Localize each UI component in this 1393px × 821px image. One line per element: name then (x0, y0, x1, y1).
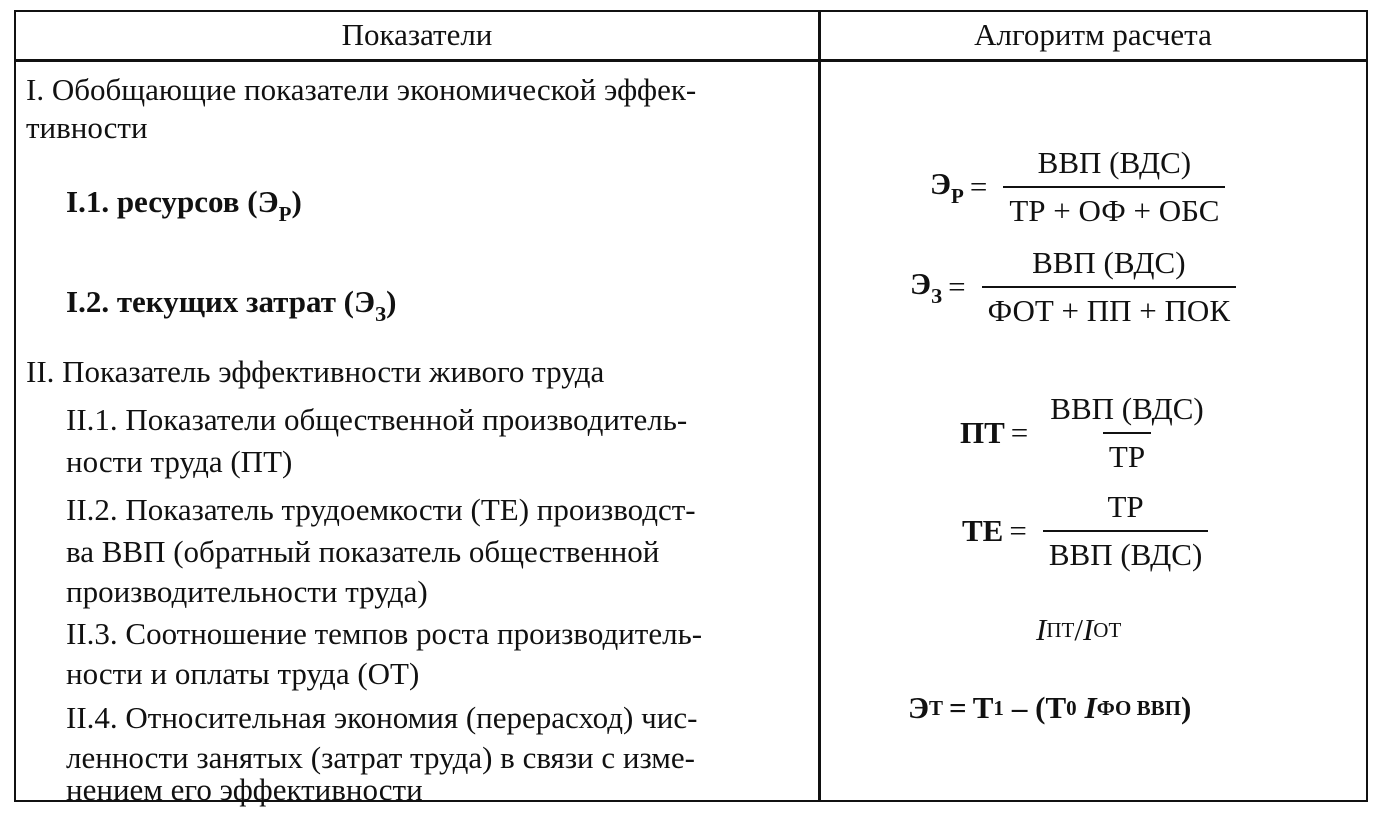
row2-4-line3: нением его эффективности (66, 772, 423, 807)
formula-cost-efficiency: $Э_З$ = $\frac{\text{ВВП (ВДС)}}{\text{ФОТ + ПП + ПОК}}$ (910, 246, 1236, 328)
row2-2-line2: ва ВВП (обратный показатель общественной (66, 534, 660, 569)
row2-4-line2: ленности занятых (затрат труда) в связи с изме- (66, 740, 696, 775)
header-divider (14, 59, 1368, 62)
formula-relative-savings: Э Т = Т 1 – (Т 0 I ФО ВВП ) (908, 690, 1192, 725)
formula-resource-efficiency: $Э_Р$ = $\frac{\text{ВВП (ВДС)}}{\text{ТР + ОФ + ОБС}}$ (930, 146, 1225, 228)
fraction: $\frac{\text{ВВП (ВДС)}}{ТР}$ (1050, 391, 1204, 474)
row2-1-line2: ности труда (ПТ) (66, 444, 293, 479)
row1-title-line2: тивности (26, 110, 148, 145)
column-divider (818, 10, 821, 802)
formula-labor-productivity: ПТ = $\frac{\text{ВВП (ВДС)}}{ТР}$ (960, 392, 1210, 474)
formula-labor-intensity: ТЕ = $\frac{ТР}{\text{ВВП (ВДС)}}$ (962, 490, 1208, 572)
row2-3-line2: ности и оплаты труда (ОТ) (66, 656, 420, 691)
fraction: $\frac{\text{ВВП (ВДС)}}{\text{ТР + ОФ + ОБС}}$ (1003, 146, 1225, 228)
column-header-algorithm: Алгоритм расчета (974, 17, 1212, 52)
row2-1-line1: II.1. Показатели общественной производитель- (66, 402, 688, 437)
column-header-indicators: Показатели (341, 17, 493, 52)
fraction: $\frac{ТР}{\text{ВВП (ВДС)}}$ (1043, 490, 1208, 572)
row1-2-label: I.2. текущих затрат $(Э_З)$ (66, 284, 397, 326)
row2-2-line1: II.2. Показатель трудоемкости (ТЕ) производст- (66, 492, 696, 527)
formula-growth-ratio: I ПТ / I ОТ (1036, 612, 1122, 647)
formula-lhs: $Э_Р$ (930, 165, 964, 208)
row2-title: II. Показатель эффективности живого труда (26, 354, 605, 389)
row2-4-line1: II.4. Относительная экономия (перерасход) чис- (66, 700, 698, 735)
fraction: $\frac{\text{ВВП (ВДС)}}{\text{ФОТ + ПП + ПОК}}$ (982, 246, 1236, 328)
row1-1-label: I.1. ресурсов $(Э_Р)$ (66, 184, 302, 226)
formula-lhs: $Э_З$ (910, 265, 943, 308)
row2-2-line3: производительности труда) (66, 574, 428, 609)
row2-3-line1: II.3. Соотношение темпов роста производитель- (66, 616, 703, 651)
row1-title-line1: I. Обобщающие показатели экономической эффек- (26, 72, 697, 107)
